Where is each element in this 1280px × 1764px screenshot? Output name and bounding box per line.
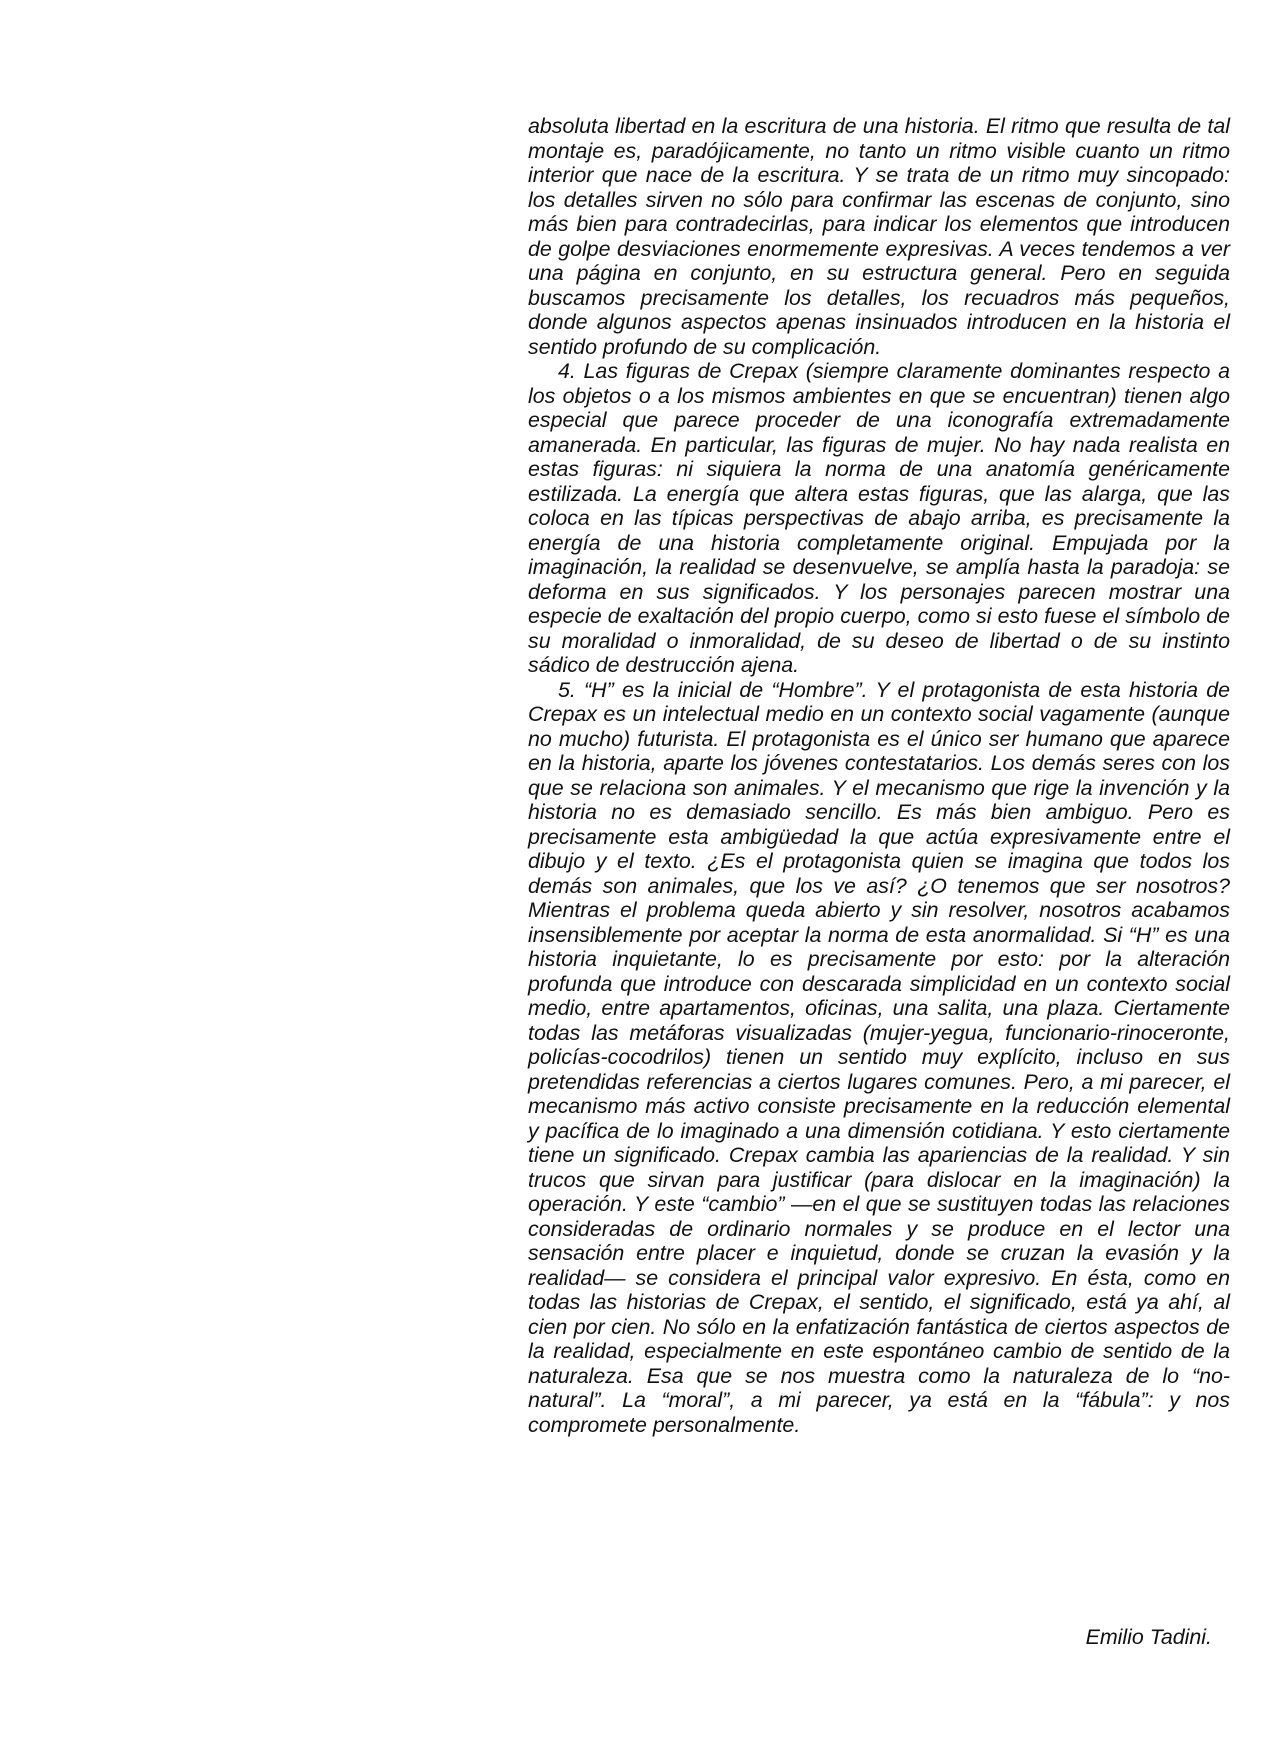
paragraph-section-4: 4. Las figuras de Crepax (siempre claramente dominantes respecto a los objetos o a los mismos ambientes en que se encuentran) tienen algo especial que parece proceder de una iconografía extremadamente amanerada. En particular, las figuras de mujer. No hay nada realista en estas figuras: ni siquiera la norma de una anatomía genéricamente estilizada. La energía que altera estas figuras, que las alarga, que las coloca en las típicas perspectivas de abajo arriba, es precisamente la energía de una historia completamente original. Empujada por la imaginación, la realidad se desenvuelve, se amplía hasta la paradoja: se deforma en sus significados. Y los personajes parecen mostrar una especie de exaltación del propio cuerpo, como si esto fuese el símbolo de su moralidad o inmoralidad, de su deseo de libertad o de su instinto sádico de destrucción ajena. bbox=[528, 359, 1230, 677]
author-signature: Emilio Tadini. bbox=[1085, 1625, 1212, 1649]
article-text-column bbox=[528, 114, 1230, 1437]
paragraph-section-5: 5. “H” es la inicial de “Hombre”. Y el protagonista de esta historia de Crepax es un intelectual medio en un contexto social vagamente (aunque no mucho) futurista. El protagonista es el único ser humano que aparece en la historia, aparte los jóvenes contestatarios. Los demás seres con los que se relaciona son animales. Y el mecanismo que rige la invención y la historia no es demasiado sencillo. Es más bien ambiguo. Pero es precisamente esta ambigüedad la que actúa expresivamente entre el dibujo y el texto. ¿Es el protagonista quien se imagina que todos los demás son animales, que los ve así? ¿O tenemos que ser nosotros? Mientras el problema queda abierto y sin resolver, nosotros acabamos insensiblemente por aceptar la norma de esta anormalidad. Si “H” es una historia inquietante, lo es precisamente por esto: por la alteración profunda que introduce con descarada simplicidad en un contexto social medio, entre apartamentos, oficinas, una salita, una plaza. Ciertamente todas las metáforas visualizadas (mujer-yegua, funcionario-rinoceronte, policías-cocodrilos) tienen un sentido muy explícito, incluso en sus pretendidas referencias a ciertos lugares comunes. Pero, a mi parecer, el mecanismo más activo consiste precisamente en la reducción elemental y pacífica de lo imaginado a una dimensión cotidiana. Y esto ciertamente tiene un significado. Crepax cambia las apariencias de la realidad. Y sin trucos que sirvan para justificar (para dislocar en la imaginación) la operación. Y este “cambio” —en el que se sustituyen todas las relaciones consideradas de ordinario normales y se produce en el lector una sensación entre placer e inquietud, donde se cruzan la evasión y la realidad— se considera el principal valor expresivo. En ésta, como en todas las historias de Crepax, el sentido, el significado, está ya ahí, al cien por cien. No sólo en la enfatización fantástica de ciertos aspectos de la realidad, especialmente en este espontáneo cambio de sentido de la naturaleza. Esa que se nos muestra como la naturaleza de lo “no-natural”. La “moral”, a mi parecer, ya está en la “fábula”: y nos compromete personalmente. bbox=[528, 677, 1230, 1437]
paragraph-continuation: absoluta libertad en la escritura de una historia. El ritmo que resulta de tal montaje es, paradójicamente, no tanto un ritmo visible cuanto un ritmo interior que nace de la escritura. Y se trata de un ritmo muy sincopado: los detalles sirven no sólo para confirmar las escenas de conjunto, sino más bien para contradecirlas, para indicar los elementos que introducen de golpe desviaciones enormemente expresivas. A veces tendemos a ver una página en conjunto, en su estructura general. Pero en seguida buscamos precisamente los detalles, los recuadros más pequeños, donde algunos aspectos apenas insinuados introducen en la historia el sentido profundo de su complicación. bbox=[528, 114, 1230, 359]
